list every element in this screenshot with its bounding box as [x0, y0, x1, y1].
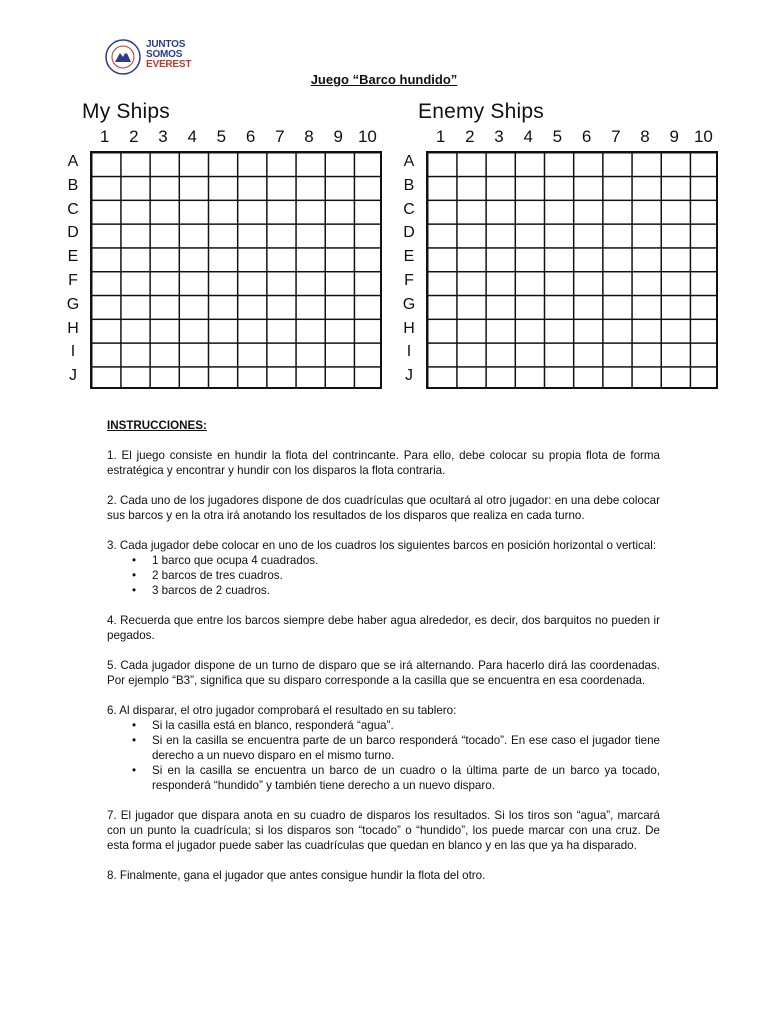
column-label: 9: [333, 127, 343, 146]
column-label: 2: [465, 127, 475, 146]
row-labels: [398, 150, 420, 388]
column-label: 5: [552, 127, 563, 146]
column-label: 10: [693, 127, 713, 146]
row-label: F: [404, 271, 414, 289]
my-ships-board: [62, 100, 377, 396]
row-label: D: [67, 224, 79, 242]
column-labels: [90, 127, 382, 147]
list-item: • 1 barco que ocupa 4 cuadrados.: [152, 553, 660, 568]
row-label: J: [405, 367, 413, 385]
column-label: 3: [158, 127, 168, 146]
enemy-ships-board: [398, 100, 713, 396]
ship-list: [107, 553, 660, 598]
row-label: I: [406, 343, 412, 361]
column-label: 1: [99, 127, 110, 146]
list-item: • Si en la casilla se encuentra parte de un barco responderá “tocado”. En ese caso el jugador tiene derecho a un nuevo disparo en el mismo turno.: [152, 733, 660, 763]
logo-wordmark: [146, 40, 191, 70]
column-label: 7: [275, 127, 285, 146]
instruction-3: 3. Cada jugador debe colocar en uno de los cuadros los siguientes barcos en posición horizontal o vertical:: [107, 539, 657, 552]
column-labels: [426, 127, 718, 147]
result-list: [107, 718, 660, 793]
logo-word-somos: SOMOS: [146, 49, 183, 60]
instructions-heading: INSTRUCCIONES:: [107, 419, 207, 432]
list-item: • Si la casilla está en blanco, responderá “agua”.: [152, 718, 660, 733]
row-label: B: [403, 176, 415, 194]
logo-word-juntos: JUNTOS: [146, 39, 186, 50]
row-label: H: [403, 319, 415, 337]
my-ships-grid[interactable]: [90, 151, 382, 389]
column-label: 1: [435, 127, 446, 146]
column-label: 8: [640, 127, 650, 146]
instruction-4: 4. Recuerda que entre los barcos siempre debe haber agua alrededor, es decir, dos barquitos no pueden ir pegados.: [107, 614, 660, 642]
instructions-section: [107, 418, 660, 898]
row-labels: [62, 150, 84, 388]
column-label: 4: [523, 127, 533, 146]
page-title: Juego “Barco hundido”: [310, 72, 458, 87]
row-label: G: [66, 295, 80, 313]
row-label: I: [70, 343, 76, 361]
column-label: 2: [129, 127, 139, 146]
instruction-2: 2. Cada uno de los jugadores dispone de dos cuadrículas que ocultará al otro jugador: en una debe colocar sus barcos y en la otra irá anotando los resultados de los disparos que realiza en cada turno.: [107, 494, 660, 522]
row-label: B: [67, 176, 79, 194]
school-seal-icon: [104, 38, 142, 76]
column-label: 9: [669, 127, 679, 146]
row-label: E: [67, 248, 79, 266]
column-label: 4: [187, 127, 197, 146]
row-label: C: [403, 200, 415, 218]
instruction-6: 6. Al disparar, el otro jugador comprobará el resultado en su tablero:: [107, 704, 457, 717]
row-label: H: [67, 319, 79, 337]
row-label: G: [402, 295, 416, 313]
column-label: 10: [357, 127, 377, 146]
column-label: 8: [304, 127, 314, 146]
column-label: 3: [494, 127, 504, 146]
list-item: • 2 barcos de tres cuadros.: [152, 568, 660, 583]
list-item: • Si en la casilla se encuentra un barco de un cuadro o la última parte de un barco ya tocado, responderá “hundido” y también tiene derecho a un nuevo disparo.: [152, 763, 660, 793]
list-item: • 3 barcos de 2 cuadros.: [152, 583, 660, 598]
row-label: A: [403, 153, 415, 170]
instruction-7: 7. El jugador que dispara anota en su cuadro de disparos los resultados. Si los tiros son “agua”, marcará con un punto la cuadrícula; si los disparos son “tocado” o “hundido”, los puede marcar con una cruz. De esta forma el jugador puede saber las cuadrículas que quedan en blanco y en las que ya ha disparado.: [107, 809, 660, 852]
logo-word-everest: EVEREST: [146, 59, 192, 70]
instruction-5: 5. Cada jugador dispone de un turno de disparo que se irá alternando. Para hacerlo dirá las coordenadas. Por ejemplo “B3”, significa que su disparo corresponde a la casilla que se encuentra en esa coordenada.: [107, 659, 660, 687]
enemy-ships-title: Enemy Ships: [418, 100, 544, 123]
enemy-ships-grid[interactable]: [426, 151, 718, 389]
row-label: A: [67, 153, 79, 170]
my-ships-title: My Ships: [82, 100, 170, 123]
instruction-8: 8. Finalmente, gana el jugador que antes consigue hundir la flota del otro.: [107, 869, 486, 882]
column-label: 5: [216, 127, 227, 146]
column-label: 7: [611, 127, 621, 146]
row-label: E: [403, 248, 415, 266]
row-label: J: [69, 367, 77, 385]
row-label: F: [68, 271, 78, 289]
row-label: C: [67, 200, 79, 218]
instruction-1: 1. El juego consiste en hundir la flota del contrincante. Para ello, debe colocar su propia flota de forma estratégica y encontrar y hundir con los disparos la flota contraria.: [107, 449, 660, 477]
row-label: D: [403, 224, 415, 242]
column-label: 6: [581, 127, 592, 146]
column-label: 6: [245, 127, 256, 146]
